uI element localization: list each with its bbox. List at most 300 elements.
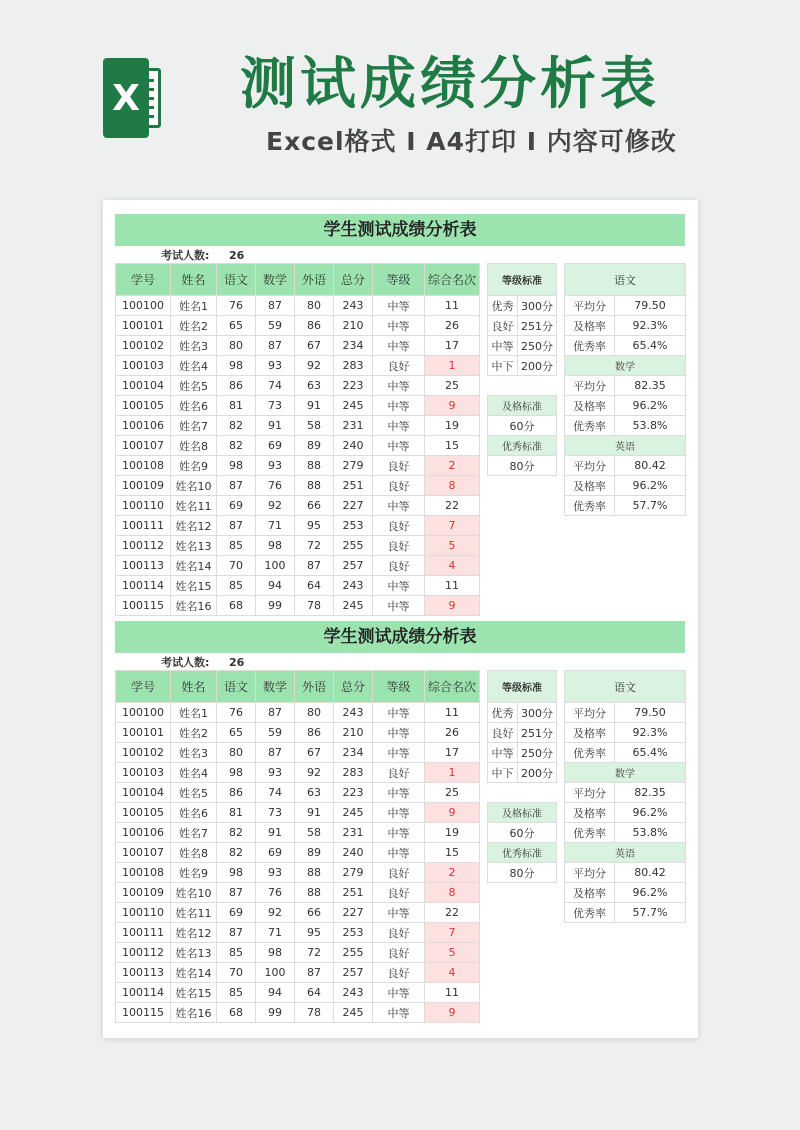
rank-cell: 19 [425,823,480,843]
rank-cell: 7 [425,923,480,943]
name-cell: 姓名2 [171,723,217,743]
english-cell: 87 [295,556,334,576]
table-row [116,883,480,903]
name-cell: 姓名3 [171,336,217,356]
stat-value: 82.35 [615,783,686,803]
chinese-cell: 85 [217,983,256,1003]
rank-cell: 11 [425,703,480,723]
student-id-cell: 100113 [116,963,171,983]
total-cell: 251 [334,883,373,903]
english-cell: 78 [295,1003,334,1023]
grade-cell: 中等 [373,803,425,823]
student-id-cell: 100109 [116,883,171,903]
math-cell: 87 [256,296,295,316]
table-row [116,803,480,823]
table-row [116,316,480,336]
chinese-cell: 98 [217,763,256,783]
scores-body [116,296,480,616]
grade-standard-table [487,263,557,476]
chinese-cell: 65 [217,723,256,743]
subject-stats-table [564,670,686,923]
spacer-cell [488,376,557,396]
math-cell: 76 [256,476,295,496]
grade-cell: 良好 [373,943,425,963]
total-cell: 234 [334,336,373,356]
stat-row [565,863,686,883]
grade-cell: 中等 [373,823,425,843]
student-id-cell: 100104 [116,783,171,803]
name-cell: 姓名14 [171,556,217,576]
total-cell: 243 [334,576,373,596]
chinese-cell: 98 [217,863,256,883]
rank-cell: 26 [425,723,480,743]
grade-cell: 中等 [373,983,425,1003]
math-cell: 73 [256,803,295,823]
column-header: 姓名 [171,264,217,296]
rank-cell: 19 [425,416,480,436]
total-cell: 245 [334,1003,373,1023]
grade-cell: 中等 [373,296,425,316]
grade-level-cell: 良好 [488,723,518,743]
grade-cell: 良好 [373,456,425,476]
table-row [116,783,480,803]
student-id-cell: 100114 [116,983,171,1003]
name-cell: 姓名5 [171,783,217,803]
rank-cell: 2 [425,863,480,883]
chinese-cell: 98 [217,456,256,476]
grade-level-cell: 中下 [488,356,518,376]
math-cell: 91 [256,823,295,843]
english-cell: 91 [295,396,334,416]
stat-row [565,803,686,823]
table-row [116,943,480,963]
stat-row [565,416,686,436]
stat-label: 及格率 [565,476,615,496]
stat-row [565,456,686,476]
table-row [116,963,480,983]
grade-level-cell: 优秀 [488,296,518,316]
chinese-cell: 70 [217,556,256,576]
grade-score-cell: 251分 [518,723,557,743]
math-cell: 74 [256,783,295,803]
scores-header-row [116,264,480,296]
total-cell: 245 [334,396,373,416]
subject-header-row [565,436,686,456]
math-cell: 59 [256,316,295,336]
stat-value: 82.35 [615,376,686,396]
total-cell: 227 [334,496,373,516]
stat-label: 平均分 [565,783,615,803]
math-cell: 98 [256,943,295,963]
name-cell: 姓名11 [171,903,217,923]
math-cell: 74 [256,376,295,396]
grade-standard-table [487,670,557,883]
english-cell: 80 [295,703,334,723]
rank-cell: 11 [425,576,480,596]
total-cell: 243 [334,703,373,723]
column-header: 语文 [217,264,256,296]
stat-label: 及格率 [565,883,615,903]
table-row [116,536,480,556]
student-id-cell: 100100 [116,703,171,723]
english-cell: 91 [295,803,334,823]
subject-name: 数学 [565,356,686,376]
stat-label: 及格率 [565,803,615,823]
rank-cell: 15 [425,436,480,456]
spacer-row [488,783,557,803]
math-cell: 71 [256,923,295,943]
grade-standard-row [488,703,557,723]
name-cell: 姓名13 [171,943,217,963]
student-id-cell: 100107 [116,436,171,456]
stat-row [565,376,686,396]
rank-cell: 9 [425,1003,480,1023]
grade-cell: 中等 [373,436,425,456]
scores-table [115,670,480,1023]
total-cell: 223 [334,376,373,396]
subject-header-row [565,264,686,296]
chinese-cell: 87 [217,883,256,903]
student-id-cell: 100107 [116,843,171,863]
excellent-standard-title-row [488,843,557,863]
table-row [116,903,480,923]
english-cell: 67 [295,336,334,356]
pass-standard-title: 及格标准 [488,396,557,416]
table-row [116,763,480,783]
rank-cell: 25 [425,376,480,396]
name-cell: 姓名5 [171,376,217,396]
grade-cell: 良好 [373,476,425,496]
name-cell: 姓名9 [171,456,217,476]
table-row [116,496,480,516]
stat-value: 53.8% [615,416,686,436]
table-row [116,476,480,496]
grade-score-cell: 250分 [518,743,557,763]
student-id-cell: 100110 [116,903,171,923]
page-title: 测试成绩分析表 [240,52,660,117]
name-cell: 姓名13 [171,536,217,556]
grade-cell: 中等 [373,336,425,356]
math-cell: 69 [256,436,295,456]
rank-cell: 8 [425,476,480,496]
student-id-cell: 100100 [116,296,171,316]
rank-cell: 8 [425,883,480,903]
student-id-cell: 100115 [116,1003,171,1023]
scores-body [116,703,480,1023]
grade-cell: 中等 [373,783,425,803]
rank-cell: 1 [425,356,480,376]
rank-cell: 15 [425,843,480,863]
name-cell: 姓名7 [171,823,217,843]
subject-header-row [565,763,686,783]
column-header: 综合名次 [425,264,480,296]
grade-cell: 中等 [373,576,425,596]
excellent-standard-value: 80分 [488,456,557,476]
subject-stats-table [564,263,686,516]
student-id-cell: 100105 [116,803,171,823]
subject-header-row [565,671,686,703]
english-cell: 86 [295,316,334,336]
student-id-cell: 100108 [116,863,171,883]
name-cell: 姓名16 [171,1003,217,1023]
scores-table [115,263,480,616]
student-id-cell: 100103 [116,356,171,376]
grade-cell: 中等 [373,596,425,616]
name-cell: 姓名2 [171,316,217,336]
rank-cell: 2 [425,456,480,476]
pass-standard-value: 60分 [488,823,557,843]
spacer-row [488,376,557,396]
exam-count-value: 26 [229,656,245,669]
chinese-cell: 85 [217,943,256,963]
grade-standard-row [488,723,557,743]
table-row [116,723,480,743]
name-cell: 姓名10 [171,476,217,496]
stat-row [565,476,686,496]
stat-row [565,336,686,356]
score-sheet-block-1 [103,200,698,613]
grade-cell: 中等 [373,723,425,743]
excellent-standard-value-row [488,863,557,883]
column-header: 外语 [295,671,334,703]
stat-value: 92.3% [615,316,686,336]
chinese-cell: 85 [217,576,256,596]
stat-label: 平均分 [565,296,615,316]
chinese-cell: 85 [217,536,256,556]
column-header: 总分 [334,264,373,296]
column-header: 外语 [295,264,334,296]
name-cell: 姓名9 [171,863,217,883]
stat-row [565,743,686,763]
stat-label: 平均分 [565,376,615,396]
name-cell: 姓名1 [171,703,217,723]
table-row [116,863,480,883]
rank-cell: 17 [425,336,480,356]
grade-cell: 中等 [373,496,425,516]
rank-cell: 26 [425,316,480,336]
english-cell: 78 [295,596,334,616]
table-row [116,743,480,763]
grade-cell: 良好 [373,516,425,536]
name-cell: 姓名8 [171,436,217,456]
rank-cell: 17 [425,743,480,763]
name-cell: 姓名11 [171,496,217,516]
pass-standard-value-row [488,416,557,436]
excellent-standard-title-row [488,436,557,456]
table-row [116,456,480,476]
math-cell: 94 [256,576,295,596]
column-header: 数学 [256,671,295,703]
total-cell: 240 [334,843,373,863]
chinese-cell: 86 [217,376,256,396]
english-cell: 66 [295,903,334,923]
stat-value: 57.7% [615,903,686,923]
student-id-cell: 100106 [116,416,171,436]
english-cell: 80 [295,296,334,316]
stat-label: 及格率 [565,723,615,743]
grade-level-cell: 中等 [488,743,518,763]
total-cell: 253 [334,516,373,536]
english-cell: 58 [295,416,334,436]
table-row [116,436,480,456]
english-cell: 64 [295,576,334,596]
stat-value: 96.2% [615,883,686,903]
grade-cell: 良好 [373,556,425,576]
stat-label: 优秀率 [565,496,615,516]
excellent-standard-title: 优秀标准 [488,843,557,863]
stat-value: 65.4% [615,336,686,356]
english-cell: 72 [295,536,334,556]
subject-name: 英语 [565,843,686,863]
math-cell: 73 [256,396,295,416]
stat-label: 平均分 [565,456,615,476]
pass-standard-title: 及格标准 [488,803,557,823]
chinese-cell: 69 [217,903,256,923]
grade-cell: 良好 [373,963,425,983]
stat-row [565,316,686,336]
grade-score-cell: 300分 [518,296,557,316]
stat-row [565,783,686,803]
column-header: 等级 [373,264,425,296]
math-cell: 92 [256,903,295,923]
column-header: 等级 [373,671,425,703]
grade-level-cell: 中下 [488,763,518,783]
english-cell: 64 [295,983,334,1003]
total-cell: 257 [334,963,373,983]
grade-standard-row [488,316,557,336]
total-cell: 279 [334,863,373,883]
grade-cell: 良好 [373,863,425,883]
grade-standard-row [488,356,557,376]
math-cell: 69 [256,843,295,863]
math-cell: 76 [256,883,295,903]
stat-label: 平均分 [565,863,615,883]
name-cell: 姓名10 [171,883,217,903]
student-id-cell: 100101 [116,723,171,743]
grade-score-cell: 250分 [518,336,557,356]
grade-cell: 中等 [373,1003,425,1023]
column-header: 学号 [116,264,171,296]
column-header: 语文 [217,671,256,703]
column-header: 综合名次 [425,671,480,703]
stat-label: 平均分 [565,703,615,723]
rank-cell: 5 [425,536,480,556]
exam-count-value: 26 [229,249,245,262]
chinese-cell: 76 [217,296,256,316]
stat-value: 96.2% [615,803,686,823]
stat-label: 优秀率 [565,336,615,356]
pass-standard-title-row [488,396,557,416]
stat-value: 80.42 [615,456,686,476]
column-header: 学号 [116,671,171,703]
table-row [116,923,480,943]
stat-value: 65.4% [615,743,686,763]
table-row [116,396,480,416]
math-cell: 87 [256,336,295,356]
stat-value: 57.7% [615,496,686,516]
grade-level-cell: 中等 [488,336,518,356]
grade-cell: 良好 [373,356,425,376]
student-id-cell: 100108 [116,456,171,476]
chinese-cell: 82 [217,843,256,863]
rank-cell: 4 [425,963,480,983]
english-cell: 72 [295,943,334,963]
student-id-cell: 100109 [116,476,171,496]
total-cell: 240 [334,436,373,456]
exam-count-label: 考试人数: [161,249,210,262]
student-id-cell: 100111 [116,923,171,943]
math-cell: 91 [256,416,295,436]
rank-cell: 25 [425,783,480,803]
stat-row [565,396,686,416]
table-row [116,556,480,576]
total-cell: 245 [334,596,373,616]
table-row [116,356,480,376]
math-cell: 87 [256,743,295,763]
student-id-cell: 100110 [116,496,171,516]
total-cell: 245 [334,803,373,823]
stat-label: 优秀率 [565,903,615,923]
english-cell: 67 [295,743,334,763]
chinese-cell: 81 [217,803,256,823]
grade-cell: 良好 [373,763,425,783]
math-cell: 98 [256,536,295,556]
math-cell: 93 [256,356,295,376]
name-cell: 姓名12 [171,516,217,536]
grade-cell: 中等 [373,703,425,723]
stat-value: 96.2% [615,396,686,416]
grade-cell: 中等 [373,376,425,396]
math-cell: 99 [256,596,295,616]
english-cell: 86 [295,723,334,743]
pass-standard-value-row [488,823,557,843]
student-id-cell: 100105 [116,396,171,416]
total-cell: 231 [334,416,373,436]
name-cell: 姓名8 [171,843,217,863]
exam-count-label: 考试人数: [161,656,210,669]
total-cell: 253 [334,923,373,943]
grade-level-cell: 良好 [488,316,518,336]
name-cell: 姓名1 [171,296,217,316]
excellent-standard-title: 优秀标准 [488,436,557,456]
chinese-cell: 80 [217,743,256,763]
stat-label: 优秀率 [565,743,615,763]
table-row [116,843,480,863]
subject-name: 数学 [565,763,686,783]
spacer-cell [488,783,557,803]
subject-header-row [565,843,686,863]
chinese-cell: 82 [217,823,256,843]
rank-cell: 7 [425,516,480,536]
grade-cell: 中等 [373,416,425,436]
name-cell: 姓名15 [171,983,217,1003]
total-cell: 231 [334,823,373,843]
spreadsheet-page [103,200,698,1038]
total-cell: 283 [334,356,373,376]
english-cell: 92 [295,356,334,376]
stat-row [565,703,686,723]
table-row [116,336,480,356]
table-row [116,376,480,396]
table-row [116,703,480,723]
math-cell: 93 [256,763,295,783]
stat-value: 80.42 [615,863,686,883]
table-row [116,823,480,843]
total-cell: 251 [334,476,373,496]
student-id-cell: 100112 [116,536,171,556]
english-cell: 92 [295,763,334,783]
total-cell: 279 [334,456,373,476]
